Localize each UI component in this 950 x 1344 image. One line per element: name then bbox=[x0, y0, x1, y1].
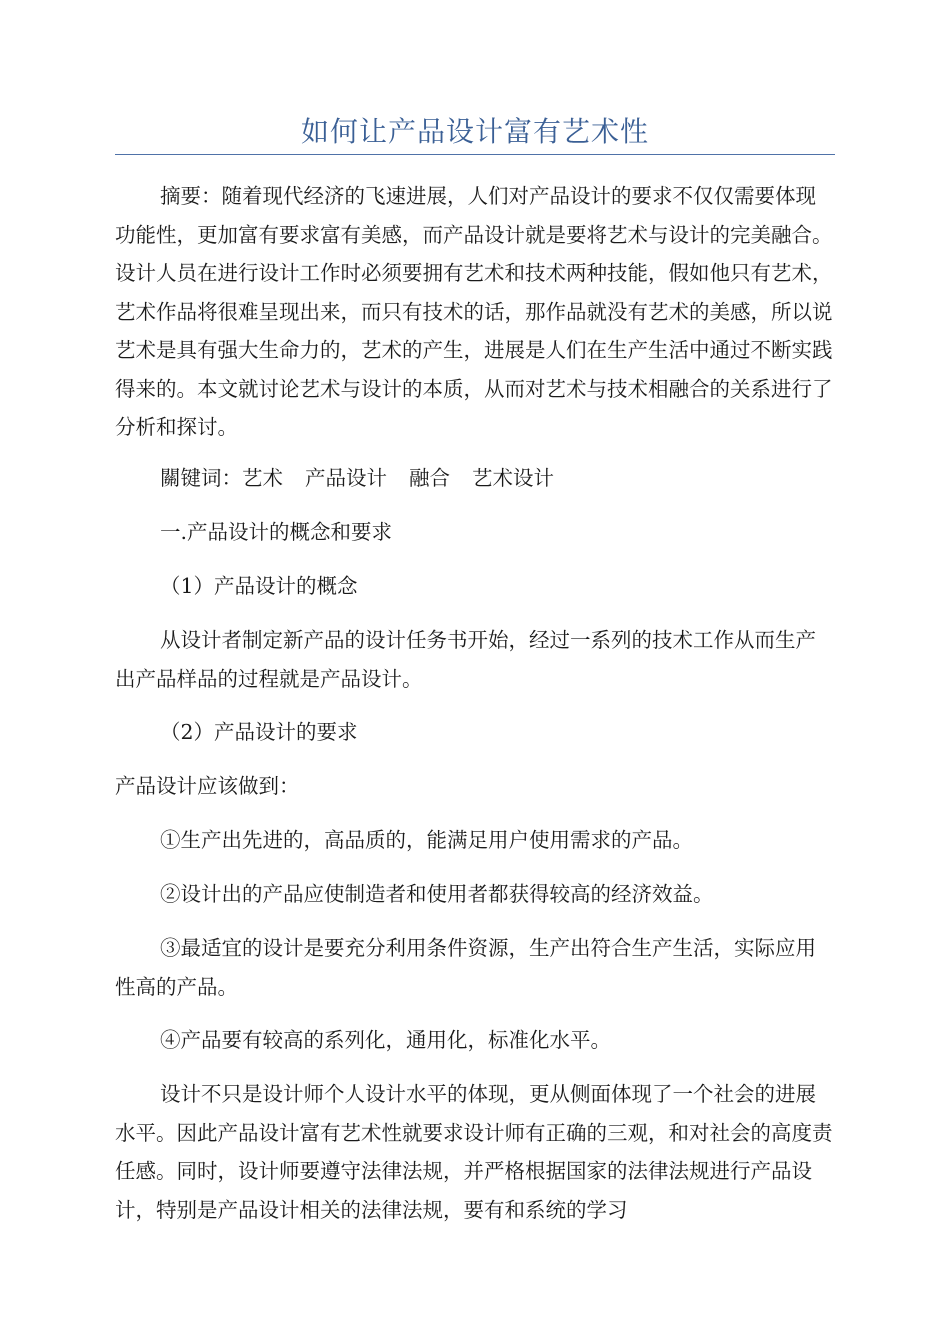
keyword: 艺术设计 bbox=[472, 466, 554, 490]
keyword: 融合 bbox=[409, 466, 450, 490]
keyword: 产品设计 bbox=[305, 466, 387, 490]
section-heading: 一.产品设计的概念和要求 bbox=[160, 520, 393, 544]
abstract-paragraph: 摘要：随着现代经济的飞速进展，人们对产品设计的要求不仅仅需要体现功能性，更加富有要求富有美感，而产品设计就是要将艺术与设计的完美融合。设计人员在进行设计工作时必须要拥有艺术和技术两种技能，假如他只有艺术，艺术作品将很难呈现出来，而只有技术的话，那作品就没有艺术的美感，所以说艺术是具有强大生命力的，艺术的产生，进展是人们在生产生活中通过不断实践得来的。本文就讨论艺术与设计的本质，从而对艺术与技术相融合的关系进行了分析和探讨。 bbox=[115, 184, 833, 439]
document-title: 如何让产品设计富有艺术性 bbox=[300, 115, 649, 148]
requirement-item: ③最适宜的设计是要充分利用条件资源，生产出符合生产生活，实际应用性高的产品。 bbox=[115, 936, 816, 999]
title-underline bbox=[115, 154, 835, 155]
requirement-item: ④产品要有较高的系列化，通用化，标准化水平。 bbox=[160, 1028, 611, 1052]
requirement-item: ①生产出先进的，高品质的，能满足用户使用需求的产品。 bbox=[160, 828, 693, 852]
requirements-intro: 产品设计应该做到： bbox=[115, 774, 300, 798]
keywords-line bbox=[115, 459, 835, 498]
closing-paragraph: 设计不只是设计师个人设计水平的体现，更从侧面体现了一个社会的进展水平。因此产品设计富有艺术性就要求设计师有正确的三观，和对社会的高度责任感。同时，设计师要遵守法律法规，并严格根据国家的法律法规进行产品设计，特别是产品设计相关的法律法规，要有和系统的学习 bbox=[115, 1082, 833, 1222]
subsection-heading: （1）产品设计的概念 bbox=[160, 574, 358, 598]
keyword: 艺术 bbox=[242, 466, 283, 490]
definition-paragraph: 从设计者制定新产品的设计任务书开始，经过一系列的技术工作从而生产出产品样品的过程就是产品设计。 bbox=[115, 628, 816, 691]
requirement-item: ②设计出的产品应使制造者和使用者都获得较高的经济效益。 bbox=[160, 882, 714, 906]
subsection-heading: （2）产品设计的要求 bbox=[160, 720, 358, 744]
keywords-label: 關键词： bbox=[160, 466, 242, 490]
